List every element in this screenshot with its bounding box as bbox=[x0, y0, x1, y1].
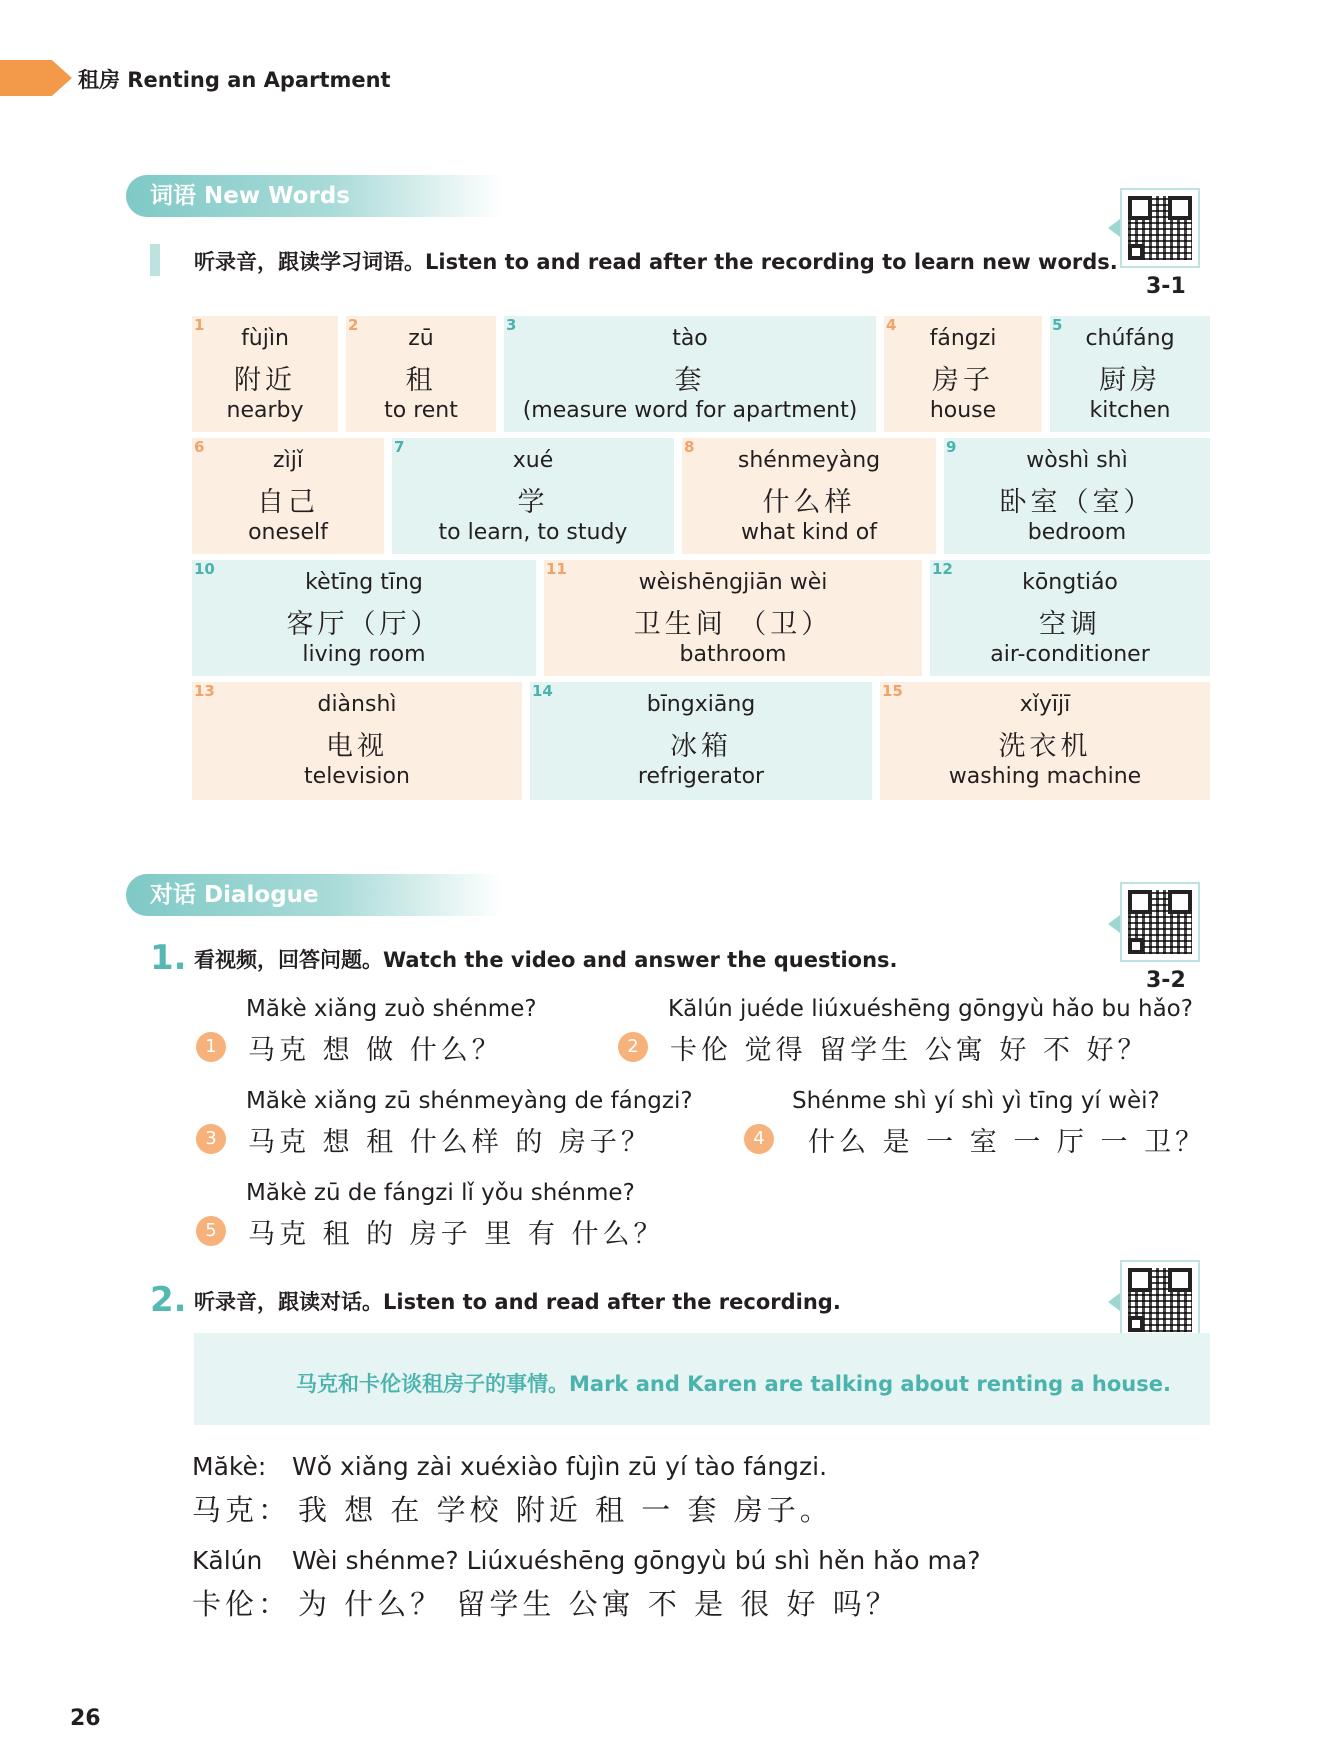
word-english: bedroom bbox=[1027, 520, 1127, 545]
word-number: 11 bbox=[546, 560, 567, 578]
task-number: 2. bbox=[150, 1280, 187, 1320]
new-words-banner: 词语 New Words bbox=[126, 175, 502, 217]
word-card bbox=[682, 438, 936, 554]
task-number: 1. bbox=[150, 938, 187, 978]
speaker-pinyin: Măkè: bbox=[192, 1452, 267, 1481]
word-card bbox=[192, 682, 522, 800]
word-hanzi: 空调 bbox=[1039, 609, 1101, 640]
speaker-pinyin: Kălún bbox=[192, 1546, 263, 1575]
qr-pointer bbox=[1108, 915, 1120, 933]
word-hanzi: 冰箱 bbox=[670, 731, 732, 762]
word-number: 13 bbox=[194, 682, 215, 700]
qr-code-3-1[interactable] bbox=[1120, 188, 1200, 268]
audio-code-label: 3-1 bbox=[1146, 274, 1186, 299]
word-pinyin: wòshì shì bbox=[1026, 448, 1128, 473]
word-pinyin: zū bbox=[408, 326, 434, 351]
word-card bbox=[930, 560, 1210, 676]
word-pinyin: tào bbox=[672, 326, 708, 351]
page-number: 26 bbox=[70, 1706, 101, 1731]
word-card bbox=[884, 316, 1042, 432]
word-card bbox=[880, 682, 1210, 800]
task1-instruction: 看视频，回答问题。Watch the video and answer the questions. bbox=[194, 948, 898, 972]
word-pinyin: xué bbox=[512, 448, 554, 473]
word-number: 4 bbox=[886, 316, 897, 334]
line-pinyin: Wèi shénme? Liúxuéshēng gōngyù bú shì hěn hǎo ma? bbox=[292, 1546, 981, 1575]
dialogue-banner: 对话 Dialogue bbox=[126, 874, 502, 916]
word-english: oneself bbox=[248, 520, 328, 545]
word-english: refrigerator bbox=[637, 764, 765, 789]
question-pinyin: Shénme shì yí shì yì tīng yí wèi? bbox=[792, 1088, 1160, 1114]
word-hanzi: 卧室（室） bbox=[999, 487, 1155, 518]
word-card bbox=[504, 316, 876, 432]
word-number: 8 bbox=[684, 438, 695, 456]
word-pinyin: xǐyījī bbox=[1019, 692, 1071, 717]
line-pinyin: Wǒ xiǎng zài xuéxiào fùjìn zū yí tào fángzi. bbox=[292, 1452, 828, 1481]
question-number-badge: 2 bbox=[618, 1032, 648, 1062]
word-english: living room bbox=[302, 642, 426, 667]
word-number: 2 bbox=[348, 316, 359, 334]
word-card bbox=[192, 438, 384, 554]
question-hanzi: 马克 租 的 房子 里 有 什么？ bbox=[248, 1219, 665, 1250]
qr-pointer bbox=[1108, 1293, 1120, 1311]
word-card bbox=[530, 682, 872, 800]
speaker-hanzi: 马克： bbox=[192, 1493, 292, 1527]
word-pinyin: bīngxiāng bbox=[646, 692, 756, 717]
word-card bbox=[346, 316, 496, 432]
qr-code-3-2[interactable] bbox=[1120, 882, 1200, 962]
scene-intro-text: 马克和卡伦谈租房子的事情。Mark and Karen are talking about renting a house. bbox=[296, 1372, 1171, 1396]
word-pinyin: shénmeyàng bbox=[737, 448, 881, 473]
word-number: 6 bbox=[194, 438, 205, 456]
word-pinyin: kōngtiáo bbox=[1022, 570, 1118, 595]
word-english: to rent bbox=[384, 398, 458, 423]
word-number: 3 bbox=[506, 316, 517, 334]
word-number: 12 bbox=[932, 560, 953, 578]
instruction-marker bbox=[150, 244, 160, 276]
word-pinyin: zìjǐ bbox=[273, 448, 303, 473]
word-pinyin: fángzi bbox=[929, 326, 997, 351]
word-pinyin: fùjìn bbox=[241, 326, 289, 351]
qr-code-3-3[interactable] bbox=[1120, 1260, 1200, 1340]
word-hanzi: 什么样 bbox=[762, 487, 856, 518]
line-hanzi: 为 什么？ 留学生 公寓 不 是 很 好 吗？ bbox=[298, 1587, 899, 1621]
question-hanzi: 卡伦 觉得 留学生 公寓 好 不 好？ bbox=[670, 1035, 1149, 1066]
word-english: bathroom bbox=[679, 642, 787, 667]
new-words-instruction: 听录音，跟读学习词语。Listen to and read after the recording to learn new words. bbox=[194, 250, 1118, 274]
speaker-hanzi: 卡伦： bbox=[192, 1587, 292, 1621]
word-hanzi: 自己 bbox=[257, 487, 319, 518]
question-pinyin: Măkè xiǎng zuò shénme? bbox=[246, 996, 537, 1022]
question-number-badge: 4 bbox=[744, 1124, 774, 1154]
word-number: 9 bbox=[946, 438, 957, 456]
word-hanzi: 房子 bbox=[932, 365, 994, 396]
word-card bbox=[544, 560, 922, 676]
word-english: house bbox=[929, 398, 997, 423]
header-accent-bar bbox=[0, 60, 72, 96]
word-pinyin: wèishēngjiān wèi bbox=[638, 570, 828, 595]
word-hanzi: 学 bbox=[517, 487, 549, 518]
word-number: 7 bbox=[394, 438, 405, 456]
word-english: television bbox=[304, 764, 410, 789]
word-card bbox=[192, 560, 536, 676]
word-english: kitchen bbox=[1089, 398, 1171, 423]
word-hanzi: 卫生间 （卫） bbox=[633, 609, 833, 640]
word-hanzi: 电视 bbox=[326, 731, 388, 762]
word-hanzi: 附近 bbox=[234, 365, 296, 396]
word-number: 15 bbox=[882, 682, 903, 700]
question-number-badge: 1 bbox=[196, 1032, 226, 1062]
question-hanzi: 马克 想 租 什么样 的 房子？ bbox=[248, 1127, 652, 1158]
word-number: 1 bbox=[194, 316, 205, 334]
question-hanzi: 马克 想 做 什么？ bbox=[248, 1035, 503, 1066]
qr-pointer bbox=[1108, 219, 1120, 237]
word-hanzi: 厨房 bbox=[1099, 365, 1161, 396]
word-card bbox=[1050, 316, 1210, 432]
audio-code-label: 3-2 bbox=[1146, 968, 1186, 993]
question-pinyin: Măkè zū de fángzi lǐ yǒu shénme? bbox=[246, 1180, 635, 1206]
word-english: nearby bbox=[226, 398, 304, 423]
task2-instruction: 听录音，跟读对话。Listen to and read after the recording. bbox=[194, 1290, 841, 1314]
word-pinyin: kètīng tīng bbox=[305, 570, 423, 595]
line-hanzi: 我 想 在 学校 附近 租 一 套 房子。 bbox=[298, 1493, 833, 1527]
word-english: what kind of bbox=[741, 520, 877, 545]
word-pinyin: chúfáng bbox=[1085, 326, 1175, 351]
word-number: 14 bbox=[532, 682, 553, 700]
question-number-badge: 3 bbox=[196, 1124, 226, 1154]
word-english: (measure word for apartment) bbox=[522, 398, 858, 423]
word-english: washing machine bbox=[948, 764, 1142, 789]
chapter-title: 租房 Renting an Apartment bbox=[78, 68, 391, 92]
word-hanzi: 客厅（厅） bbox=[286, 609, 442, 640]
word-hanzi: 洗衣机 bbox=[998, 731, 1092, 762]
word-card bbox=[392, 438, 674, 554]
word-hanzi: 租 bbox=[405, 365, 437, 396]
word-card bbox=[944, 438, 1210, 554]
question-number-badge: 5 bbox=[196, 1216, 226, 1246]
word-hanzi: 套 bbox=[674, 365, 706, 396]
word-english: to learn, to study bbox=[438, 520, 628, 545]
word-english: air-conditioner bbox=[990, 642, 1150, 667]
word-pinyin: diànshì bbox=[317, 692, 397, 717]
question-pinyin: Măkè xiǎng zū shénmeyàng de fángzi? bbox=[246, 1088, 693, 1114]
word-number: 10 bbox=[194, 560, 215, 578]
word-number: 5 bbox=[1052, 316, 1063, 334]
question-pinyin: Kălún juéde liúxuéshēng gōngyù hǎo bu hǎo? bbox=[668, 996, 1193, 1022]
question-hanzi: 什么 是 一 室 一 厅 一 卫？ bbox=[808, 1127, 1207, 1158]
word-card bbox=[192, 316, 338, 432]
